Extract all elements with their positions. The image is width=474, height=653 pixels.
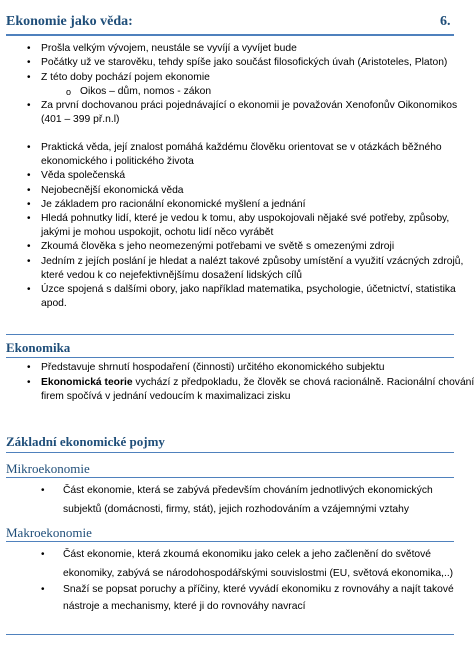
list-item: • Část ekonomie, která zkoumá ekonomiku jako celek a jeho začlenění do světové [63, 545, 454, 565]
bullet-icon: • [27, 256, 31, 267]
list-item: • Ekonomická teorie vychází z předpokladu, že člověk se chová racionálně. Racionální chování [41, 376, 454, 391]
subheading-underline [6, 477, 454, 478]
list-item-continuation: ekonomického i politického života [41, 156, 194, 167]
bullet-icon: • [27, 72, 31, 83]
list-item-continuation: které vedou k co nejefektivnějšímu dosažení lidských cílů [41, 270, 302, 281]
title-underline [6, 34, 454, 36]
list-item: • Úzce spojená s dalšími obory, jako například matematika, psychologie, účetnictví, statistika [41, 283, 454, 298]
list-item: • Počátky už ve starověku, tehdy spíše jako součást filosofických úvah (Aristoteles, Platon) [41, 56, 454, 71]
bullet-icon: • [27, 199, 31, 210]
list-item-continuation: apod. [41, 298, 67, 309]
bullet-icon: • [27, 43, 31, 54]
bullet-icon: • [27, 213, 31, 224]
bullet-icon: • [27, 362, 31, 373]
bullet-icon: • [27, 170, 31, 181]
list-item: • Jedním z jejích poslání je hledat a nalézt takové způsoby umístění a využití vzácných zdrojů, [41, 255, 454, 270]
list-item: • Praktická věda, její znalost pomáhá každému člověku orientovat se v otázkách běžného [41, 141, 454, 156]
list-item: • Je základem pro racionální ekonomické myšlení a jednání [41, 198, 454, 213]
bullet-icon: • [41, 485, 45, 496]
bullet-icon: • [27, 377, 31, 388]
list-item-continuation: ekonomiky, zabývá se národohospodářskými souvislostmi (EU, světová ekonomika,..) [63, 568, 454, 579]
list-item: • Snaží se popsat poruchy a příčiny, které vyvádí ekonomiku z rovnováhy a najít takové [63, 580, 454, 600]
list-item-continuation: (401 – 399 př.n.l) [41, 114, 120, 125]
list-item: • Za první dochovanou práci pojednávající o ekonomii je považován Xenofonův Oikonomikos [41, 99, 454, 114]
bullet-icon: • [27, 142, 31, 153]
list-item: • Představuje shrnutí hospodaření (činnosti) určitého ekonomického subjektu [41, 361, 454, 376]
list-item: • Věda společenská [41, 169, 454, 184]
list-item-continuation: nástroje a mechanismy, které ji do rovnováhy navrací [63, 601, 306, 612]
list-item: • Část ekonomie, která se zabývá především chováním jednotlivých ekonomických [63, 481, 454, 501]
list-item: • Zkoumá člověka s jeho neomezenými potřebami ve světě s omezenými zdroji [41, 240, 454, 255]
list-item: • Hledá pohnutky lidí, které je vedou k tomu, aby uspokojovali nějaké své potřeby, způsoby, [41, 212, 454, 227]
bullet-icon: • [27, 57, 31, 68]
subheading-mikroekonomie: Mikroekonomie [6, 461, 90, 476]
page-number: 6. [440, 14, 451, 29]
sub-list-item: o Oikos – dům, nomos - zákon [80, 85, 454, 100]
bullet-icon: • [27, 100, 31, 111]
heading-underline [6, 452, 454, 453]
section-heading-ekonomika: Ekonomika [6, 340, 71, 355]
section-heading-zakladni-pojmy: Základní ekonomické pojmy [6, 434, 165, 449]
bullet-icon: • [27, 185, 31, 196]
list-item: • Nejobecnější ekonomická věda [41, 184, 454, 199]
list-item-continuation: firem spočívá v jednání vedoucím k maximalizaci zisku [41, 391, 291, 402]
list-item-continuation: jakými je mohou uspokojit, ochotu lidí něco vyrábět [41, 227, 274, 238]
list-item: • Prošla velkým vývojem, neustále se vyvíjí a vyvíjet bude [41, 42, 454, 57]
bullet-icon: • [27, 241, 31, 252]
list-item: • Z této doby pochází pojem ekonomie [41, 71, 454, 86]
bullet-icon: • [41, 549, 45, 560]
bullet-icon: • [27, 284, 31, 295]
subheading-makroekonomie: Makroekonomie [6, 525, 92, 540]
bullet-icon: • [41, 584, 45, 595]
circle-bullet-icon: o [66, 87, 72, 97]
bottom-divider [6, 634, 454, 635]
heading-underline [6, 357, 454, 358]
subheading-underline [6, 541, 454, 542]
list-item-continuation: subjektů (domácnosti, firmy, stát), jejich rozhodováním a vzájemnými vztahy [63, 504, 410, 515]
section-divider [6, 334, 454, 335]
section-title: Ekonomie jako věda: [6, 14, 133, 29]
